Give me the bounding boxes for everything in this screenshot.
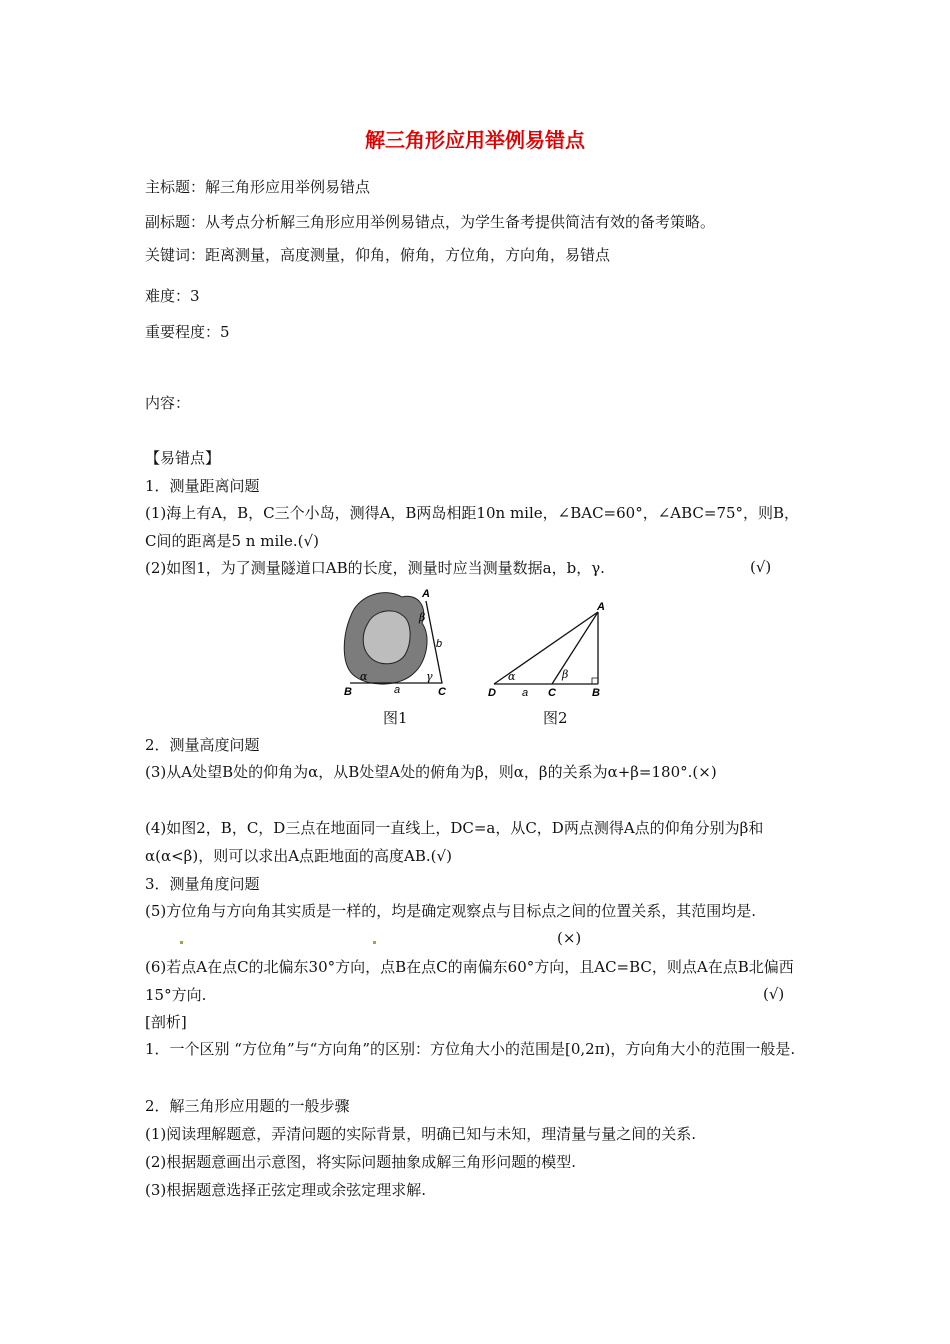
difficulty-line: 难度：3 [145,287,200,305]
step-3: (3)根据题意选择正弦定理或余弦定理求解. [145,1181,427,1199]
importance-line: 重要程度：5 [145,323,230,341]
island-inner-shape [363,611,410,664]
section-1-heading: 1．测量距离问题 [145,477,260,495]
subtitle-line: 副标题：从考点分析解三角形应用举例易错点，为学生备考提供简洁有效的备考策略。 [145,213,716,231]
page-title: 解三角形应用举例易错点 [365,128,585,152]
label-D: D [488,687,496,698]
section-2-heading: 2．测量高度问题 [145,736,260,754]
main-title-line: 主标题：解三角形应用举例易错点 [145,178,371,196]
step-1: (1)阅读理解题意，弄清问题的实际背景，明确已知与未知，理清量与量之间的关系. [145,1125,697,1143]
label-B: B [592,687,600,698]
label-A: A [597,601,605,613]
item-6: (6)若点A在点C的北偏东30°方向，点B在点C的南偏东60°方向，且AC=BC，则点A在点B北偏西15°方向. [145,958,794,1004]
label-C: C [438,686,446,698]
figure-2-diagram [482,600,612,698]
label-alpha: α [360,670,368,683]
content-label: 内容： [145,394,191,412]
errors-header: 【易错点】 [145,449,221,467]
item-3: (3)从A处望B处的仰角为α，从B处望A处的俯角为β，则α，β的关系为α+β=180°.(×) [145,763,717,781]
label-beta: β [419,611,426,624]
analysis-paragraph-2: 2．解三角形应用题的一般步骤 [145,1097,350,1115]
sight-line-c [552,612,598,684]
item-4: (4)如图2，B，C，D三点在地面同一直线上，DC=a，从C，D两点测得A点的仰角分别为β和α(α<β)，则可以求出A点距地面的高度AB.(√) [145,819,764,865]
keywords-line: 关键词：距离测量，高度测量，仰角，俯角，方位角，方向角，易错点 [145,246,611,264]
label-b: b [436,638,443,650]
dot-mark [373,941,376,944]
label-a: a [522,687,529,698]
figure-1-caption: 图1 [383,709,408,727]
analysis-paragraph-1: 1．一个区别 “方位角”与“方向角”的区别：方位角大小的范围是[0,2π)，方向角大小的范围一般是. [145,1040,796,1058]
label-C: C [548,687,556,698]
label-B: B [344,686,352,698]
step-2: (2)根据题意画出示意图，将实际问题抽象成解三角形问题的模型. [145,1153,577,1171]
item-5: (5)方位角与方向角其实质是一样的，均是确定观察点与目标点之间的位置关系，其范围均是. [145,902,757,920]
figure-1-diagram [330,585,460,700]
figure-2-caption: 图2 [543,709,568,727]
item-5-mark: (×) [557,929,582,947]
label-a: a [394,684,401,696]
label-gamma: γ [426,670,433,683]
item-6-mark: (√) [763,985,785,1003]
analysis-header: [剖析] [145,1013,187,1031]
item-2: (2)如图1，为了测量隧道口AB的长度，测量时应当测量数据a，b，γ. [145,559,605,577]
label-beta: β [562,668,569,681]
item-2-mark: (√) [750,558,772,576]
dot-mark [180,941,183,944]
section-3-heading: 3．测量角度问题 [145,875,260,893]
right-angle-mark [592,678,598,684]
label-alpha: α [508,670,516,683]
label-A: A [422,588,430,600]
item-1: (1)海上有A，B，C三个小岛，测得A，B两岛相距10n mile，∠BAC=60°，∠ABC=75°，则B，C间的距离是5 n mile.(√) [145,504,800,550]
